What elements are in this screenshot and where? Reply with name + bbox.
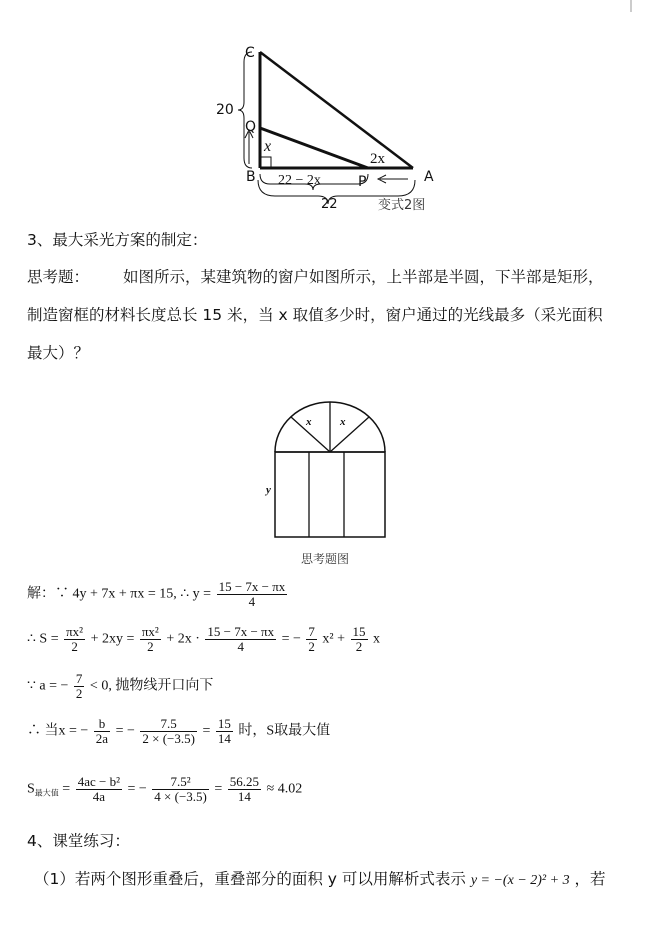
- fraction: [140, 717, 197, 746]
- window-label-x-right: x: [340, 416, 346, 428]
- fraction-num: 7.5²: [152, 775, 209, 790]
- fraction: [216, 717, 233, 746]
- solution-line-2: [27, 625, 380, 654]
- label-x: x: [264, 138, 272, 155]
- subscript: 最大值: [34, 788, 59, 798]
- label-2x: 2x: [370, 151, 385, 167]
- fraction-num: πx²: [141, 624, 159, 639]
- fraction-num: 15 − 7x − πx: [218, 579, 286, 594]
- solution-text: =: [202, 723, 211, 739]
- corner-mark-top-left: [20, 0, 32, 12]
- practice-item-1: [34, 868, 606, 892]
- fraction-den: 14: [217, 731, 231, 746]
- label-c: C: [245, 45, 255, 61]
- triangle-diagram: [200, 40, 450, 220]
- fraction: [217, 580, 288, 609]
- label-22-minus-2x: 22 − 2x: [278, 173, 321, 188]
- solution-text: = −: [127, 781, 147, 797]
- fraction: [140, 625, 161, 654]
- fraction-den: 2: [147, 639, 154, 654]
- window-label-y: y: [266, 484, 271, 496]
- fraction-den: 2 × (−3.5): [142, 731, 195, 746]
- window-figure: [260, 398, 400, 573]
- window-diagram: [260, 398, 400, 548]
- section-4-heading: 4、课堂练习：: [27, 832, 130, 850]
- solution-line-4: [27, 717, 330, 746]
- fraction-num: 4ac − b²: [77, 774, 120, 789]
- solution-line-1-text: 解：∵ 4y + 7x + πx = 15, ∴ y =: [27, 586, 212, 602]
- solution-text: < 0, 抛物线开口向下: [89, 678, 214, 694]
- fraction-den: 4: [237, 639, 244, 654]
- fraction: [64, 625, 85, 654]
- fraction: [306, 625, 317, 654]
- practice-item-1-tail: ，若: [574, 870, 606, 888]
- fraction-num: 7: [75, 671, 83, 686]
- solution-text: ∵ a = −: [27, 678, 69, 694]
- fraction-num: b: [94, 717, 110, 732]
- label-a: A: [424, 169, 434, 185]
- fraction: [76, 775, 122, 804]
- fraction-den: 2a: [95, 731, 109, 746]
- fraction-num: 7: [308, 624, 315, 639]
- solution-text: x: [373, 631, 381, 647]
- fraction: [228, 775, 261, 804]
- figure-caption: 变式2图: [378, 198, 426, 213]
- solution-text: + 2xy =: [90, 631, 135, 647]
- solution-text: x² +: [322, 631, 346, 647]
- solution-text: S: [27, 781, 35, 797]
- solution-text: =: [214, 781, 223, 797]
- label-22: 22: [321, 197, 338, 212]
- label-b: B: [246, 169, 256, 185]
- solution-line-1: [27, 580, 289, 609]
- question-line-1: [27, 266, 604, 288]
- fraction-den: 4: [248, 594, 256, 609]
- solution-text: ∴ 当x = −: [27, 723, 89, 739]
- fraction-num: 15 − 7x − πx: [207, 624, 275, 639]
- triangle-figure: [200, 40, 450, 220]
- solution-text: ∴ S =: [27, 631, 59, 647]
- question-line-3: 最大）？: [27, 344, 90, 362]
- fraction: [351, 625, 368, 654]
- fraction-den: 2: [75, 686, 83, 701]
- window-caption: 思考题图: [301, 552, 350, 566]
- label-20: 20: [216, 102, 234, 118]
- solution-text: 时，S取最大值: [238, 723, 331, 739]
- question-line-2: 制造窗框的材料长度总长 15 米，当 x 取值多少时，窗户通过的光线最多（采光面积: [27, 306, 603, 324]
- question-label: 思考题：: [27, 268, 90, 286]
- fraction: [94, 717, 110, 746]
- practice-item-1-formula: y = −(x − 2)² + 3: [470, 873, 570, 888]
- fraction: [74, 672, 85, 701]
- solution-text: ≈ 4.02: [266, 781, 303, 797]
- fraction-num: 7.5: [140, 717, 197, 732]
- corner-mark-top-right: [630, 0, 642, 12]
- fraction-den: 4a: [92, 789, 105, 804]
- fraction-num: 15: [352, 624, 366, 639]
- practice-item-1-text: （1）若两个图形重叠后，重叠部分的面积 y 可以用解析式表示: [34, 870, 466, 888]
- solution-line-5: [27, 775, 302, 804]
- solution-text: = −: [281, 631, 301, 647]
- label-p: P: [358, 174, 367, 190]
- fraction-num: 56.25: [229, 774, 260, 789]
- fraction-den: 2: [355, 639, 363, 654]
- fraction-den: 4 × (−3.5): [154, 789, 207, 804]
- fraction-num: 15: [217, 716, 231, 731]
- fraction-den: 2: [71, 639, 78, 654]
- section-3-heading: 3、最大采光方案的制定：: [27, 231, 208, 249]
- solution-text: =: [62, 781, 71, 797]
- fraction-num: πx²: [66, 624, 84, 639]
- solution-text: + 2x ·: [166, 631, 200, 647]
- fraction: [205, 625, 276, 654]
- label-q: Q: [245, 119, 257, 135]
- fraction: [152, 775, 209, 804]
- question-text-1: 如图所示，某建筑物的窗户如图所示，上半部是半圆，下半部是矩形，: [123, 268, 604, 286]
- solution-text: = −: [115, 723, 135, 739]
- fraction-den: 14: [237, 789, 251, 804]
- solution-line-3: [27, 672, 213, 701]
- fraction-den: 2: [308, 639, 315, 654]
- window-label-x-left: x: [306, 416, 312, 428]
